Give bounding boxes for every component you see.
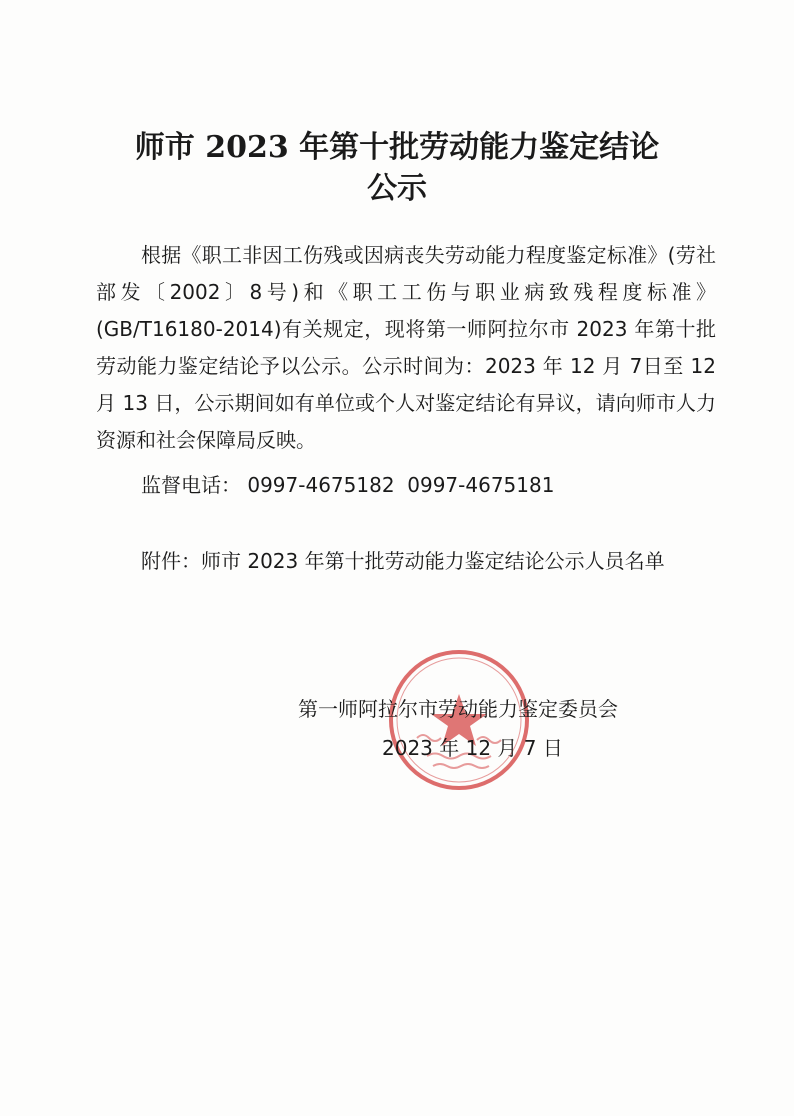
attachment-note: 附件：师市 2023 年第十批劳动能力鉴定结论公示人员名单 — [141, 549, 665, 573]
document-title-line1: 师市 2023 年第十批劳动能力鉴定结论 — [134, 130, 660, 165]
main-paragraph: 根据《职工非因工伤残或因病丧失劳动能力程度鉴定标准》(劳社部发〔2002〕8号)和《职工工伤与职业病致残程度标准》(GB/T16180-2014)有关规定，现将第一师阿拉尔市 2023 年第十批劳动能力鉴定结论予以公示。公示时间为：2023 年 12 月 7日至 12 月 13 日，公示期间如有单位或个人对鉴定结论有异议，请向师市人力资源和社会保障局反映。 — [96, 243, 716, 452]
phone-label: 监督电话： — [141, 473, 241, 497]
document-title-line2: 公示 — [367, 171, 427, 206]
supervision-phone — [96, 467, 716, 504]
phone-numbers: 0997-4675182 0997-4675181 — [247, 473, 555, 497]
signing-organization: 第一师阿拉尔市劳动能力鉴定委员会 — [298, 697, 618, 721]
signing-date: 2023 年 12 月 7 日 — [382, 736, 563, 760]
